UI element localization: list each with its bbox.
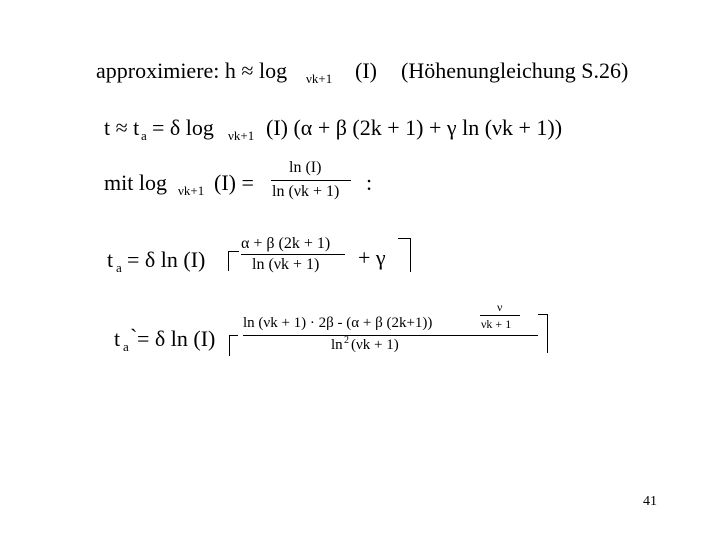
page-number: 41 [643,494,657,509]
bracket-left [229,335,238,356]
denominator-exponent: 2 [344,335,349,346]
fraction-numerator: ln (I) [289,159,322,176]
fraction-denominator: ln (νk + 1) [272,183,340,200]
t-symbol: t [114,326,121,351]
fraction-bar [243,335,538,336]
approx-label: approximiere: h ≈ log [96,58,288,83]
prime-mark: ` [130,324,138,349]
delta-log: = δ log [152,115,214,140]
log-base-subscript: νk+1 [306,71,333,86]
t-subscript: a [116,260,122,275]
mit-log: mit log [104,170,167,195]
delta-ln-I: = δ ln (I) [137,326,216,351]
bracket-right [538,314,548,353]
inner-fraction-bar [480,315,520,316]
log-base-subscript-2: νk+1 [228,128,255,143]
fraction-bar [271,180,351,181]
log-argument: (I) [355,58,377,83]
bracket-right [398,238,411,272]
t-subscript: a [141,128,147,143]
denominator-ln: ln [331,337,343,353]
delta-ln-I: = δ ln (I) [127,247,206,272]
t-approx: t ≈ t [104,115,140,140]
fraction-numerator: α + β (2k + 1) [241,235,331,252]
t-subscript: a [123,339,129,354]
expansion-rest: (I) (α + β (2k + 1) + γ ln (νk + 1)) [266,115,563,140]
plus-gamma: + γ [358,245,386,270]
inner-fraction-denominator: νk + 1 [481,317,512,331]
reference-note: (Höhenungleichung S.26) [401,58,629,83]
log-arg-equals: (I) = [214,170,254,195]
colon: : [366,170,373,195]
fraction-bar [241,254,345,255]
fraction-denominator: ln (νk + 1) [252,256,320,273]
inner-fraction-numerator: ν [497,300,503,314]
denominator-argument: (νk + 1) [351,337,399,353]
bracket-left [228,251,239,271]
log-base-subscript-3: νk+1 [178,183,205,198]
t-symbol: t [107,247,114,272]
numerator-expression: ln (νk + 1) · 2β - (α + β (2k+1)) [243,315,433,331]
